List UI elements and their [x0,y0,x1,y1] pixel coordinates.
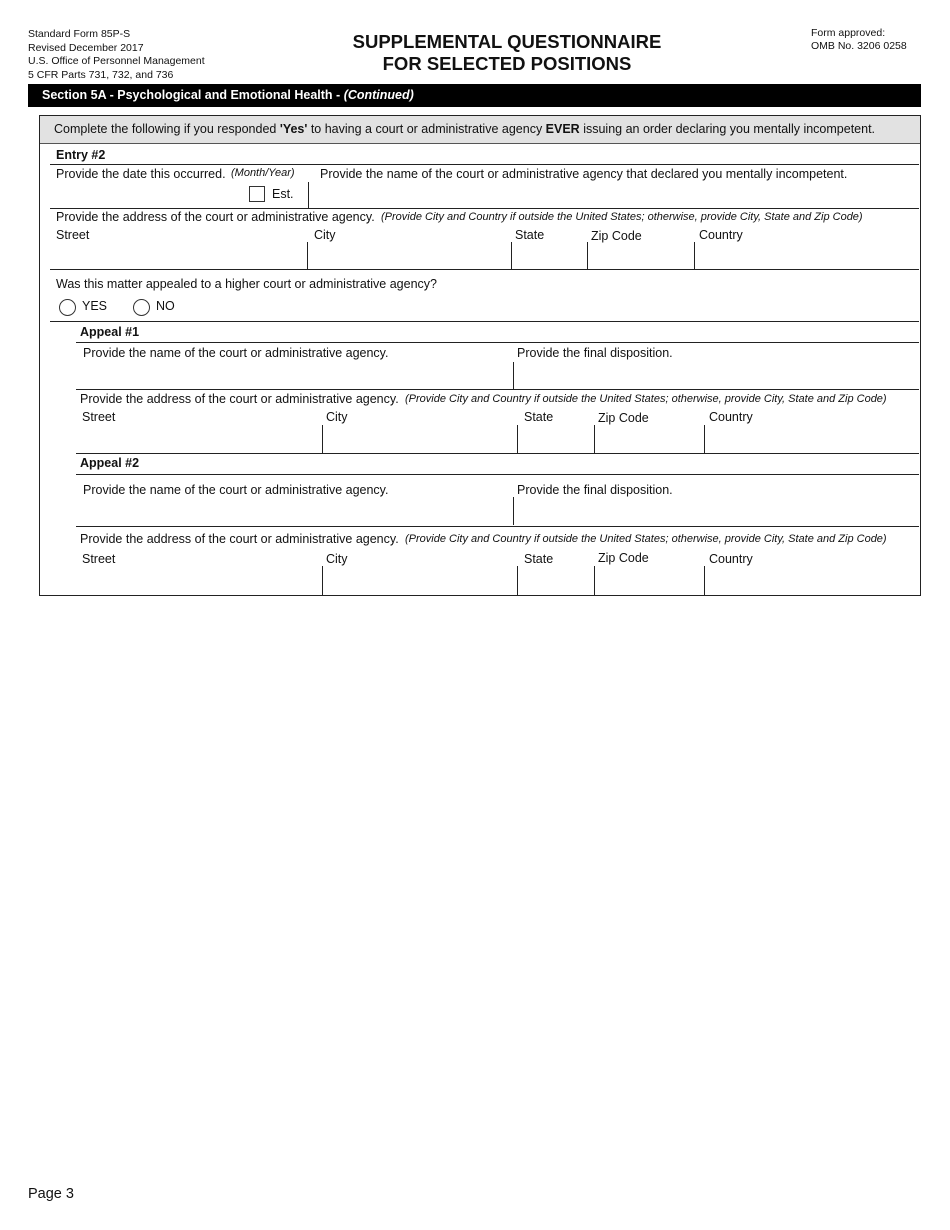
appeal-yes-radio[interactable] [59,299,76,316]
appeal-2-city-input[interactable] [324,567,514,593]
divider [694,242,695,270]
appeal-2-city-label: City [326,552,348,566]
note-part1: Complete the following if you responded [54,122,280,136]
appeal-2-name-input[interactable] [78,498,508,524]
country-input[interactable] [697,243,917,268]
appeal-2-zip-label: Zip Code [598,551,649,565]
divider [76,389,919,390]
est-label: Est. [272,187,294,201]
state-label: State [515,228,545,242]
form-revised: Revised December 2017 [28,41,144,54]
form-agency: U.S. Office of Personnel Management [28,55,205,67]
appeal-1-name-label: Provide the name of the court or administrative agency. [83,346,389,360]
divider [517,566,518,595]
appeal-2-country-label: Country [709,552,753,566]
court-name-input[interactable] [312,182,916,206]
city-input[interactable] [310,243,508,268]
divider [594,425,595,454]
divider [50,164,919,165]
form-cfr: 5 CFR Parts 731, 732, and 736 [28,68,174,81]
appeal-2-state-input[interactable] [520,567,590,593]
note-part2: to having a court or administrative agency [307,122,546,136]
entry-title: Entry #2 [56,148,106,162]
appeal-1-state-label: State [524,410,554,424]
country-label: Country [699,228,743,242]
appeal-2-title: Appeal #2 [80,456,140,470]
street-input[interactable] [52,243,304,268]
date-hint: (Month/Year) [231,167,295,179]
appeal-1-country-input[interactable] [706,426,916,452]
divider [704,566,705,595]
title-line-1: SUPPLEMENTAL QUESTIONNAIRE [352,31,662,52]
divider [322,425,323,454]
appeal-2-street-label: Street [82,552,116,566]
divider [307,242,308,270]
appeal-1-zip-label: Zip Code [598,411,649,425]
appeal-1-disposition-input[interactable] [516,362,916,388]
estimated-checkbox[interactable] [249,186,265,202]
appeal-2-disposition-input[interactable] [516,498,916,524]
page-title [0,31,950,75]
date-label: Provide the date this occurred. [56,167,226,181]
appeal-1-country-label: Country [709,410,753,424]
omb-number: OMB No. 3206 0258 [811,39,907,52]
divider [322,566,323,595]
title-line-2: FOR SELECTED POSITIONS [382,53,632,74]
appeal-2-country-input[interactable] [706,567,916,593]
appeal-1-city-input[interactable] [324,426,514,452]
date-input[interactable] [52,182,242,206]
divider [76,453,919,454]
divider [50,269,919,270]
section-header [28,84,921,107]
court-name-label: Provide the name of the court or administrative agency that declared you mentally incompetent. [320,167,848,181]
divider [517,425,518,454]
street-label: Street [56,228,90,242]
divider [76,526,919,527]
form-approval [811,27,907,52]
approved-label: Form approved: [811,27,886,39]
no-label: NO [156,299,175,313]
appeal-2-state-label: State [524,552,554,566]
divider [50,321,919,322]
appeal-2-address-hint: (Provide City and Country if outside the United States; otherwise, provide City, State and Zip Code) [405,533,887,545]
address-label: Provide the address of the court or administrative agency. [56,210,375,224]
divider [76,342,919,343]
section-continued: (Continued) [343,88,414,102]
appeal-1-disposition-label: Provide the final disposition. [517,346,673,360]
appeal-1-street-label: Street [82,410,116,424]
appeal-2-name-label: Provide the name of the court or administrative agency. [83,483,389,497]
appeal-question: Was this matter appealed to a higher court or administrative agency? [56,277,437,291]
appeal-1-address-hint: (Provide City and Country if outside the United States; otherwise, provide City, State and Zip Code) [405,393,887,405]
address-hint: (Provide City and Country if outside the United States; otherwise, provide City, State and Zip Code) [381,211,863,223]
form-id: Standard Form 85P-S [28,28,131,40]
divider [704,425,705,454]
city-label: City [314,228,336,242]
note-yes: 'Yes' [279,122,308,136]
appeal-1-city-label: City [326,410,348,424]
yes-label: YES [82,299,108,313]
divider [76,474,919,475]
page-number: Page 3 [28,1186,74,1202]
appeal-no-radio[interactable] [133,299,150,316]
appeal-1-zip-input[interactable] [596,426,700,452]
appeal-2-disposition-label: Provide the final disposition. [517,483,673,497]
section-title: Section 5A - Psychological and Emotional Health - [42,88,344,102]
appeal-1-name-input[interactable] [78,362,508,388]
zip-input[interactable] [590,243,692,268]
appeal-1-street-input[interactable] [78,426,318,452]
divider [513,497,514,525]
appeal-2-zip-input[interactable] [596,567,700,593]
appeal-2-street-input[interactable] [78,567,318,593]
zip-label: Zip Code [591,229,642,243]
state-input[interactable] [513,243,585,268]
note-part3: issuing an order declaring you mentally incompetent. [579,122,876,136]
divider [513,362,514,390]
divider [594,566,595,595]
divider [587,242,588,270]
divider [511,242,512,270]
appeal-1-title: Appeal #1 [80,325,140,339]
appeal-1-state-input[interactable] [520,426,590,452]
note-ever: EVER [545,122,580,136]
appeal-2-address-label: Provide the address of the court or administrative agency. [80,532,399,546]
divider [308,182,309,208]
divider [50,208,919,209]
instruction-note [40,116,920,144]
appeal-1-address-label: Provide the address of the court or administrative agency. [80,392,399,406]
